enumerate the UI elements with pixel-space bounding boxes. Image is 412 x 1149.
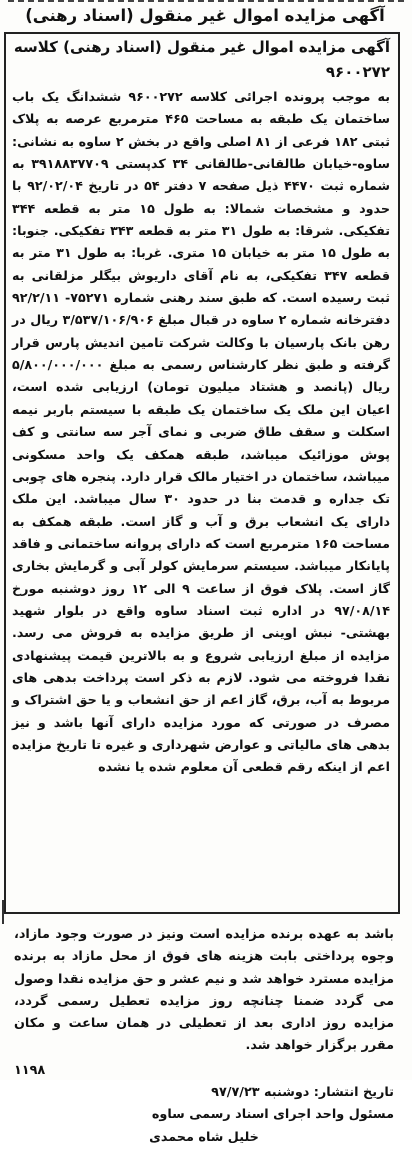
reference-number: ۱۱۹۸ <box>14 1062 46 1078</box>
notice-heading: آگهی مزایده اموال غیر منقول (اسناد رهنی) <box>25 6 385 25</box>
notice-continuation-column <box>14 924 394 1149</box>
publish-date: تاریخ انتشار: دوشنبه ۹۷/۷/۲۳ <box>211 1085 394 1101</box>
margin-mark <box>2 900 14 924</box>
notice-footer <box>14 1082 394 1149</box>
continuation-body: باشد به عهده برنده مزایده است ونیز در صورت وجود مازاد، وجوه پرداختی بابت هزینه های فوق از محل مازاد به برنده مزایده مسترد خواهد شد و نیم عشر و حق مزایده نقدا وصول می گردد ضمنا چنانچه روز مزایده تعطیل رسمی گردد، مزایده روز اداری بعد از تعطیلی در همان ساعت و مکان مقرر برگزار خواهد شد. <box>14 927 394 1054</box>
official-title: مسئول واحد اجرای اسناد رسمی ساوه <box>151 1107 394 1123</box>
notice-subtitle: آگهی مزایده اموال غیر منقول (اسناد رهنی) کلاسه <box>13 38 390 56</box>
official-name: خلیل شاه محمدی <box>149 1129 259 1145</box>
notice-main-column <box>12 34 390 779</box>
notice-body: به موجب پرونده اجرائی کلاسه ۹۶۰۰۲۷۲ ششدانگ یک باب ساختمان یک طبقه به مساحت ۴۶۵ مترمربع عرصه به پلاک ثبتی ۱۸۲ فرعی از ۸۱ اصلی واقع در بخش ۲ ساوه به نشانی: ساوه-خیابان طالقانی-طالقانی ۳۴ کدپستی ۳۹۱۸۸۳۷۷۰۹ به شماره ثبت ۴۴۷۰ ذیل صفحه ۷ دفتر ۵۴ در تاریخ ۹۲/۰۲/۰۴ با حدود و مشخصات شمالا: به طول ۱۵ متر به قطعه ۳۴۴ تفکیکی. شرقا: به طول ۳۱ متر به قطعه ۳۴۳ تفکیکی. جنوبا: به طول ۱۵ متر به خیابان ۱۵ متری. غربا: به طول ۳۱ متر به قطعه ۳۴۷ تفکیکی، به نام آقای داریوش بیگلر مزلقانی به ثبت رسیده است. که طبق سند رهنی شماره ۷۵۲۷۱- ۹۲/۲/۱۱ دفترخانه شماره ۲ ساوه در قبال مبلغ ۳/۵۳۷/۱۰۶/۹۰۶ ریال در رهن بانک پارسیان با وکالت شرکت تامین اندیش پارس قرار گرفته و طبق نظر کارشناس رسمی به مبلغ ۵/۸۰۰/۰۰۰/۰۰۰ ریال (پانصد و هشتاد میلیون تومان) ارزیابی شده است، اعیان این ملک یک ساختمان یک طبقه با سیستم باربر نیمه اسکلت و سقف طاق ضربی و نمای آجر سه سانتی و کف پوش موزائیک میباشد، طبقه همکف یک واحد مسکونی میباشد، ساختمان در اختیار مالک قرار دارد. پنجره های چوبی تک جداره و قدمت بنا در حدود ۳۰ سال میباشد. این ملک دارای یک انشعاب برق و آب و گاز است. طبقه همکف به مساحت ۱۶۵ مترمربع است که دارای پروانه ساختمانی و فاقد پایانکار میباشد. سیستم سرمایش کولر آبی و گرمایش بخاری گاز است. پلاک فوق از ساعت ۹ الی ۱۲ روز دوشنبه مورخ ۹۷/۰۸/۱۴ در اداره ثبت اسناد ساوه واقع در بلوار شهید بهشتی- نبش اوینی از طریق مزایده به فروش می رسد. مزایده از مبلغ ارزیابی شروع و به بالاترین قیمت پیشنهادی نقدا فروخته می شود. لازم به ذکر است پرداخت بدهی های مربوط به آب، برق، گاز اعم از حق انشعاب و یا حق اشتراک و مصرف در صورتی که مورد مزایده دارای آنها باشد و نیز بدهی های مالیاتی و عوارض شهرداری و غیره تا تاریخ مزایده اعم از اینکه رقم قطعی آن معلوم شده یا نشده <box>12 89 391 775</box>
cut-line <box>8 0 404 2</box>
case-number: ۹۶۰۰۲۷۲ <box>325 63 390 81</box>
